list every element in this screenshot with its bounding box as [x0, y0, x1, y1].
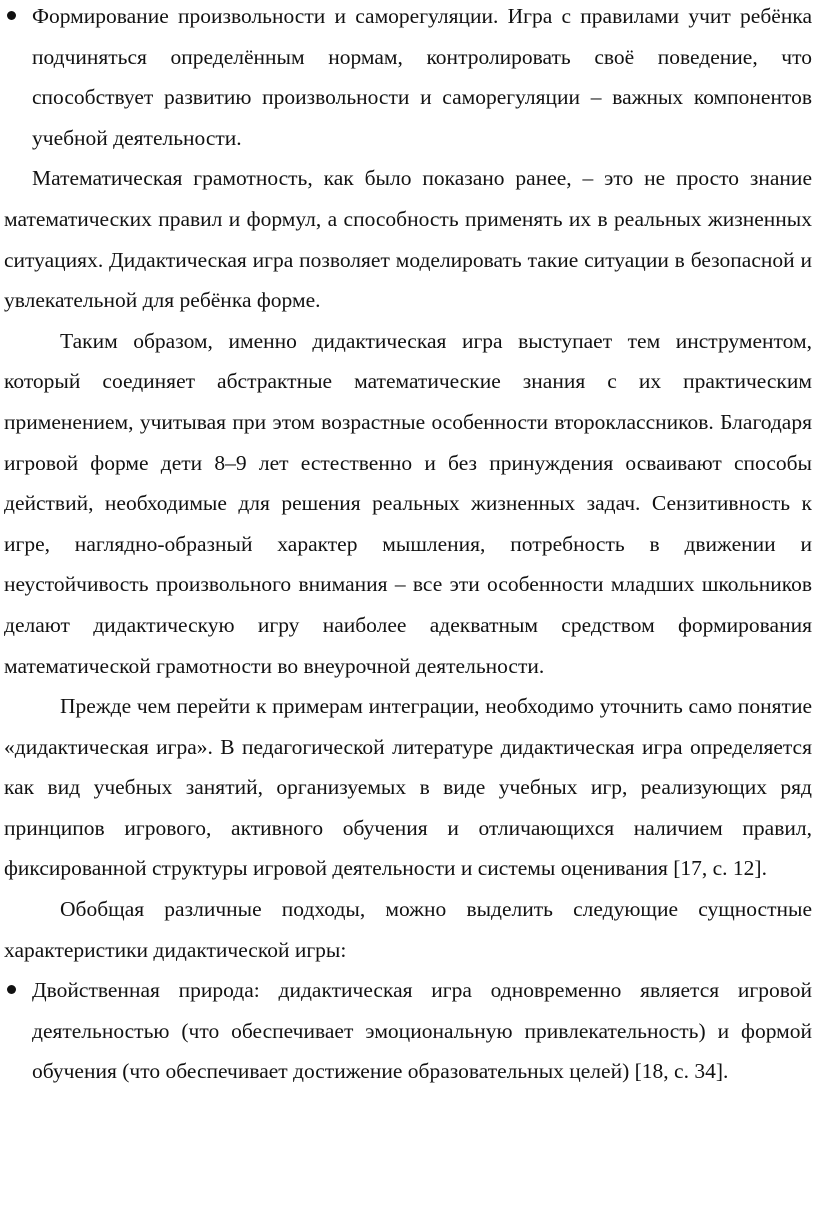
bullet-text: Формирование произвольности и саморегуляции. Игра с правилами учит ребёнка подчиняться определённым нормам, контролировать своё поведение, что способствует развитию произвольности и саморегуляции – важных компонентов учебной деятельности.: [32, 4, 812, 150]
bullet-item-self-regulation: [4, 0, 812, 158]
document-page: [4, 0, 812, 1092]
paragraph-definition: Прежде чем перейти к примерам интеграции, необходимо уточнить само понятие «дидактическая игра». В педагогической литературе дидактическая игра определяется как вид учебных занятий, организуемых в виде учебных игр, реализующих ряд принципов игрового, активного обучения и отличающихся наличием правил, фиксированной структуры игровой деятельности и системы оценивания [17, с. 12].: [4, 694, 812, 881]
paragraph-characteristics-intro: Обобщая различные подходы, можно выделить следующие сущностные характеристики дидактической игры:: [4, 897, 812, 962]
bullet-text: Двойственная природа: дидактическая игра одновременно является игровой деятельностью (что обеспечивает эмоциональную привлекательность) и формой обучения (что обеспечивает достижение образовательных целей) [18, с. 34].: [32, 978, 812, 1084]
bullet-icon: [4, 0, 32, 37]
bullet-item-dual-nature: [4, 970, 812, 1092]
paragraph-didactic-game-tool: Таким образом, именно дидактическая игра выступает тем инструментом, который соединяет абстрактные математические знания с их практическим применением, учитывая при этом возрастные особенности второклассников. Благодаря игровой форме дети 8–9 лет естественно и без принуждения осваивают способы действий, необходимые для решения реальных жизненных задач. Сензитивность к игре, наглядно-образный характер мышления, потребность в движении и неустойчивость произвольного внимания – все эти особенности младших школьников делают дидактическую игру наиболее адекватным средством формирования математической грамотности во внеурочной деятельности.: [4, 328, 812, 678]
bullet-icon: [4, 970, 32, 1011]
paragraph-math-literacy: Математическая грамотность, как было показано ранее, – это не просто знание математических правил и формул, а способность применять их в реальных жизненных ситуациях. Дидактическая игра позволяет моделировать такие ситуации в безопасной и увлекательной для ребёнка форме.: [4, 166, 812, 313]
